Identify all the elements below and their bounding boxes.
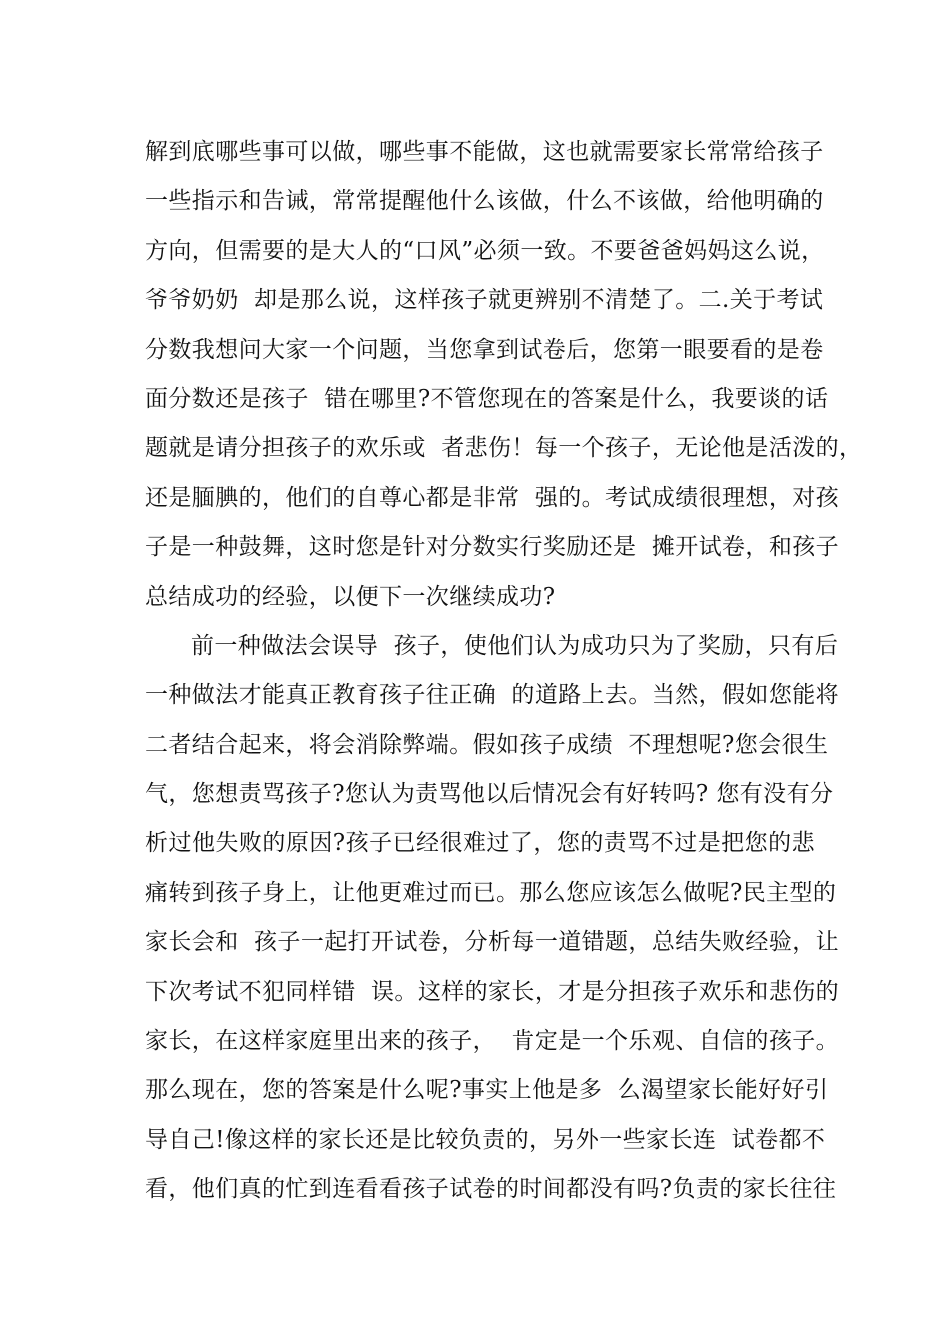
- text-line: 家长会和 孩子一起打开试卷，分析每一道错题，总结失败经验，让: [145, 929, 840, 956]
- text-line: 导自己!像这样的家长还是比较负责的，另外一些家长连 试卷都不: [145, 1126, 826, 1153]
- body-text: [145, 128, 863, 1215]
- text-line: 面分数还是孩子 错在哪里?不管您现在的答案是什么，我要谈的话: [145, 385, 829, 412]
- text-line: 二者结合起来，将会消除弊端。假如孩子成绩 不理想呢?您会很生: [145, 731, 829, 758]
- text-line: 方向，但需要的是大人的“口风”必须一致。不要爸爸妈妈这么说，: [145, 237, 825, 264]
- text-line: 还是腼腆的，他们的自尊心都是非常 强的。考试成绩很理想，对孩: [145, 484, 840, 511]
- text-line: 痛转到孩子身上，让他更难过而已。那么您应该怎么做呢?民主型的: [145, 879, 837, 906]
- paragraph-first-line: 前一种做法会误导 孩子，使他们认为成功只为了奖励，只有后: [191, 632, 839, 659]
- text-line: 爷爷奶奶 却是那么说，这样孩子就更辨别不清楚了。二.关于考试: [145, 287, 824, 314]
- text-line: 家长，在这样家庭里出来的孩子， 肯定是一个乐观、自信的孩子。: [145, 1028, 840, 1055]
- text-line: 下次考试不犯同样错 误。这样的家长，才是分担孩子欢乐和悲伤的: [145, 978, 840, 1005]
- paragraph-end-line: 总结成功的经验，以便下一次继续成功?: [145, 583, 556, 610]
- text-line: 解到底哪些事可以做，哪些事不能做，这也就需要家长常常给孩子: [145, 139, 824, 165]
- text-line: 看，他们真的忙到连看看孩子试卷的时间都没有吗?负责的家长往往: [145, 1176, 837, 1203]
- text-line: 题就是请分担孩子的欢乐或 者悲伤！每一个孩子，无论他是活泼的，: [145, 435, 863, 462]
- text-line: 子是一种鼓舞，这时您是针对分数实行奖励还是 摊开试卷，和孩子: [145, 534, 840, 561]
- text-line: 气，您想责骂孩子?您认为责骂他以后情况会有好转吗? 您有没有分: [145, 781, 834, 808]
- text-line: 一些指示和告诫，常常提醒他什么该做，什么不该做，给他明确的: [145, 188, 824, 215]
- text-line: 分数我想问大家一个问题，当您拿到试卷后，您第一眼要看的是卷: [145, 336, 824, 363]
- text-line: 一种做法才能真正教育孩子往正确 的道路上去。当然，假如您能将: [145, 682, 840, 709]
- text-line: 析过他失败的原因?孩子已经很难过了，您的责骂不过是把您的悲: [145, 830, 815, 857]
- text-line: 那么现在，您的答案是什么呢?事实上他是多 么渴望家长能好好引: [145, 1077, 829, 1104]
